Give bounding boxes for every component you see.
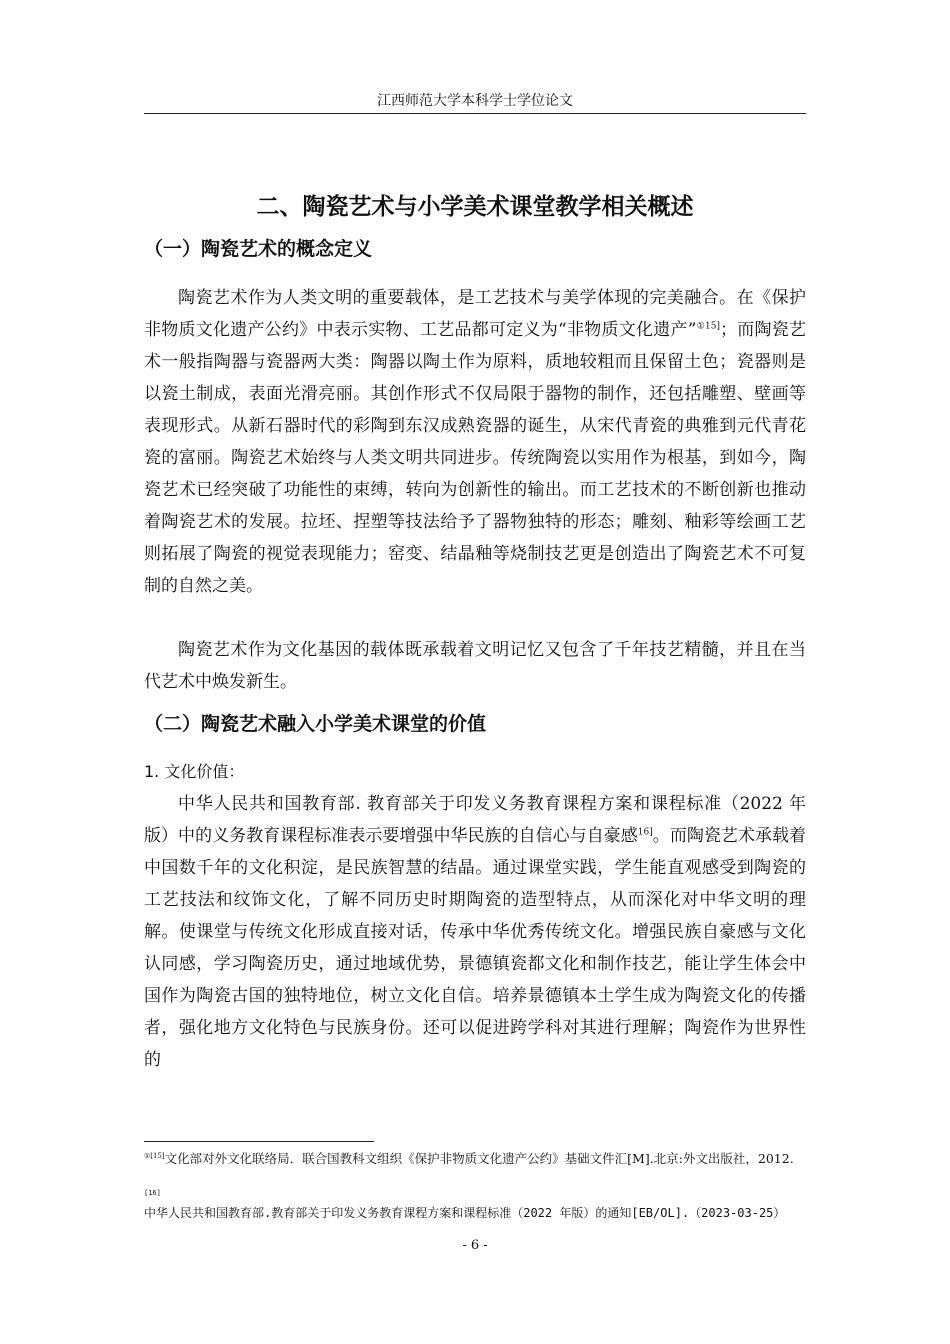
paragraph-cultural-value — [144, 788, 806, 1076]
section-heading-1: （一）陶瓷艺术的概念定义 — [144, 238, 373, 260]
chapter-title: 二、陶瓷艺术与小学美术课堂教学相关概述 — [256, 194, 694, 220]
paragraph-text: 中华人民共和国教育部. 教育部关于印发义务教育课程方案和课程标准（2022 年版）中的义务教育课程标准表示要增强中华民族的自信心与自豪感 — [144, 794, 806, 846]
paragraph-concept — [144, 282, 806, 602]
footnote-text: 文化部对外文化联络局．联合国教科文组织《保护非物质文化遗产公约》基础文件汇[M].北京:外文出版社，2012. — [164, 1151, 794, 1166]
citation-ref: 16] — [637, 827, 653, 838]
paragraph-text: 陶瓷艺术作为人类文明的重要载体，是工艺技术与美学体现的完美融合。在《保护非物质文化遗产公约》中表示实物、工艺品都可定义为“非物质文化遗产” — [144, 288, 806, 340]
footnote-mark: ①[15] — [144, 1151, 165, 1160]
page-number: - 6 - — [462, 1238, 488, 1253]
running-header: 江西师范大学本科学士学位论文 — [144, 92, 806, 114]
section-heading-2: （二）陶瓷艺术融入小学美术课堂的价值 — [144, 713, 487, 735]
subheading-cultural-value: 1. 文化价值： — [144, 762, 245, 781]
paragraph-heritage: 陶瓷艺术作为文化基因的载体既承载着文明记忆又包含了千年技艺精髓，并且在当代艺术中焕发新生。 — [144, 640, 806, 692]
footnote-text: 中华人民共和国教育部.教育部关于印发义务教育课程方案和课程标准（2022 年版）的通知[EB/OL].（2023-03-25） — [144, 1206, 786, 1220]
paragraph-text: ；而陶瓷艺术一般指陶器与瓷器两大类：陶器以陶土作为原料，质地较粗而且保留土色；瓷器则是以瓷土制成，表面光滑亮丽。其创作形式不仅局限于器物的制作，还包括雕塑、壁画等表现形式。从新石器时代的彩陶到东汉成熟瓷器的诞生，从宋代青瓷的典雅到元代青花瓷的富丽。陶瓷艺术始终与人类文明共同进步。传统陶瓷以实用作为根基，到如今，陶瓷艺术已经突破了功能性的束缚，转向为创新性的输出。而工艺技术的不断创新也推动着陶瓷艺术的发展。拉坯、捏塑等技法给予了器物独特的形态；雕刻、釉彩等绘画工艺则拓展了陶瓷的视觉表现能力；窑变、结晶釉等烧制技艺更是创造出了陶瓷艺术不可复制的自然之美。 — [144, 320, 806, 596]
citation-ref: ①15] — [696, 321, 720, 332]
footnote-1 — [144, 1150, 806, 1167]
footnote-2 — [144, 1188, 806, 1222]
footnote-divider — [144, 1141, 374, 1142]
footnote-mark: [16] — [144, 1189, 161, 1197]
paragraph-text: 。而陶瓷艺术承载着中国数千年的文化积淀，是民族智慧的结晶。通过课堂实践，学生能直观感受到陶瓷的工艺技法和纹饰文化，了解不同历史时期陶瓷的造型特点，从而深化对中华文明的理解。使课堂与传统文化形成直接对话，传承中华优秀传统文化。增强民族自豪感与文化认同感，学习陶瓷历史，通过地域优势，景德镇瓷都文化和制作技艺，能让学生体会中国作为陶瓷古国的独特地位，树立文化自信。培养景德镇本土学生成为陶瓷文化的传播者，强化地方文化特色与民族身份。还可以促进跨学科对其进行理解；陶瓷作为世界性的 — [144, 826, 807, 1070]
